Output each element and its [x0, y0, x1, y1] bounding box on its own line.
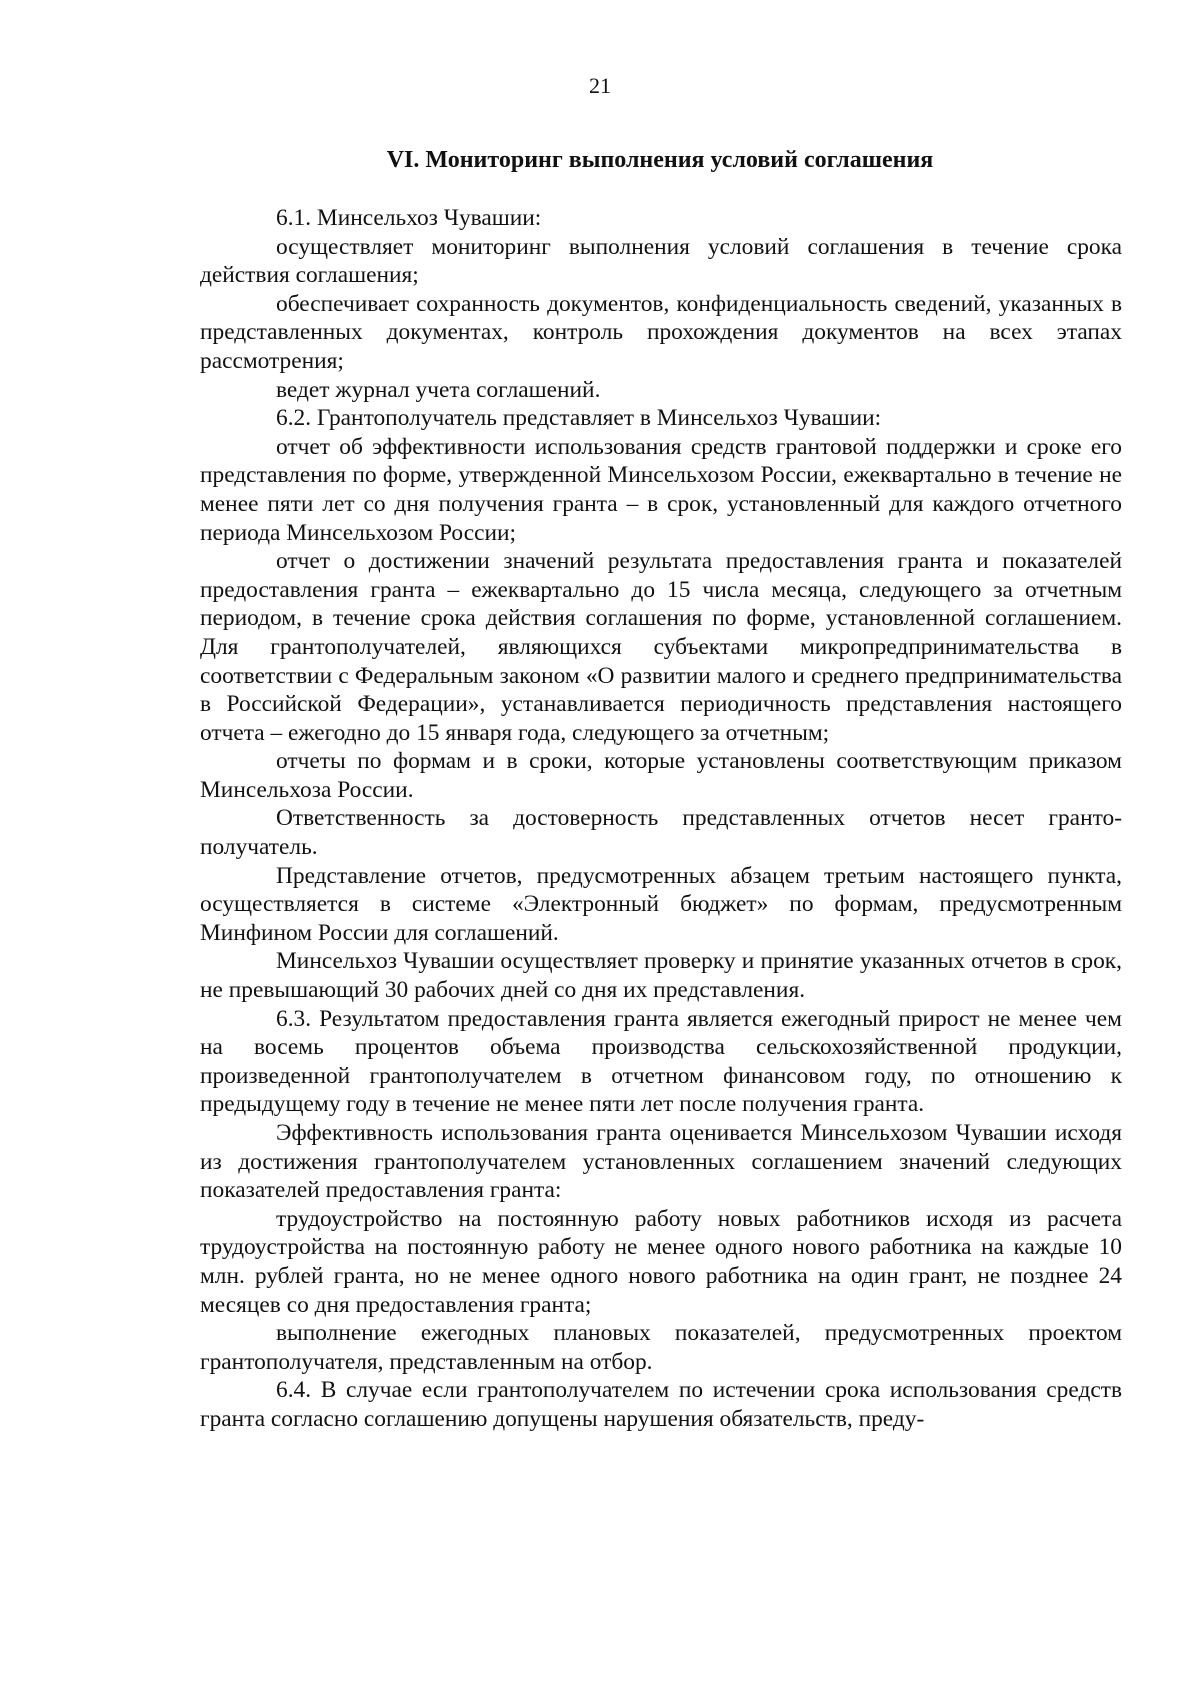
section-heading: VI. Мониторинг выполнения условий соглашения — [386, 147, 934, 173]
page-number: 21 — [589, 73, 611, 98]
paragraph: Ответственность за достоверность представленных отчетов несет грантополучатель. — [200, 805, 1122, 861]
paragraph: 6.1. Минсельхоз Чувашии: — [276, 205, 542, 231]
paragraph: ведет журнал учета соглашений. — [276, 376, 601, 403]
paragraph: отчет о достижении значений результата предоставления гранта и показателей предоставления гранта – ежеквартально до 15 числа месяца, следующего за отчетным периодом, в течение срока действия соглашения по форме, установленной соглашением. Для грантополучателей, являющихся субъектами микропредпринимательства в соответствии с Федеральным законом «О развитии малого и среднего предпринимательства в Российской Федерации», устанавливается периодичность представления настоящего отчета – ежегодно до 15 января года, следующего за отчетным; — [200, 548, 1122, 746]
paragraph: Представление отчетов, предусмотренных абзацем третьим настоящего пункта, осуществляется в системе «Электронный бюджет» по формам, предусмотренным Минфином России для соглашений. — [200, 862, 1122, 946]
paragraph: 6.3. Результатом предоставления гранта является ежегодный прирост не менее чем на восемь процентов объема производства сельскохозяйственной продукции, произведенной грантополучателем в отчетном финансовом году, по отношению к предыдущему году в течение не менее пяти лет после получения гранта. — [200, 1005, 1122, 1118]
paragraph: выполнение ежегодных плановых показателей, предусмотренных проектом грантополучателя, представленным на отбор. — [200, 1320, 1122, 1375]
paragraph: Минсельхоз Чувашии осуществляет проверку и принятие указанных отчетов в срок, не превышающий 30 рабочих дней со дня их представления. — [200, 948, 1122, 1004]
paragraph: 6.2. Грантополучатель представляет в Минсельхоз Чувашии: — [276, 405, 882, 432]
paragraph: осуществляет мониторинг выполнения условий соглашения в течение срока действия соглашения; — [200, 233, 1122, 289]
paragraph: трудоустройство на постоянную работу новых работников исходя из расчета трудоустройства на постоянную работу не менее одного нового работника на каждые 10 млн. рублей гранта, но не менее одного нового работника на один грант, не позднее 24 месяцев со дня предоставления гранта; — [200, 1205, 1122, 1318]
document-body — [200, 204, 1122, 1434]
paragraph: обеспечивает сохранность документов, конфиденциальность сведений, указанных в представленных документах, контроль прохождения документов на всех этапах рассмотрения; — [200, 290, 1122, 374]
paragraph: Эффективность использования гранта оценивается Минсельхозом Чувашии исходя из достижения грантополучателем установленных соглашением значений следующих показателей предоставления гранта: — [200, 1120, 1122, 1204]
paragraph: 6.4. В случае если грантополучателем по истечении срока использования средств гранта согласно соглашению допущены нарушения обязательств, преду- — [200, 1377, 1122, 1432]
paragraph: отчеты по формам и в сроки, которые установлены соответствующим приказом Минсельхоза России. — [200, 748, 1122, 803]
paragraph: отчет об эффективности использования средств грантовой поддержки и сроке его представления по форме, утвержденной Минсельхозом России, ежеквартально в течение не менее пяти лет со дня получения гранта – в срок, установленный для каждого отчетного периода Минсельхозом России; — [200, 433, 1122, 546]
